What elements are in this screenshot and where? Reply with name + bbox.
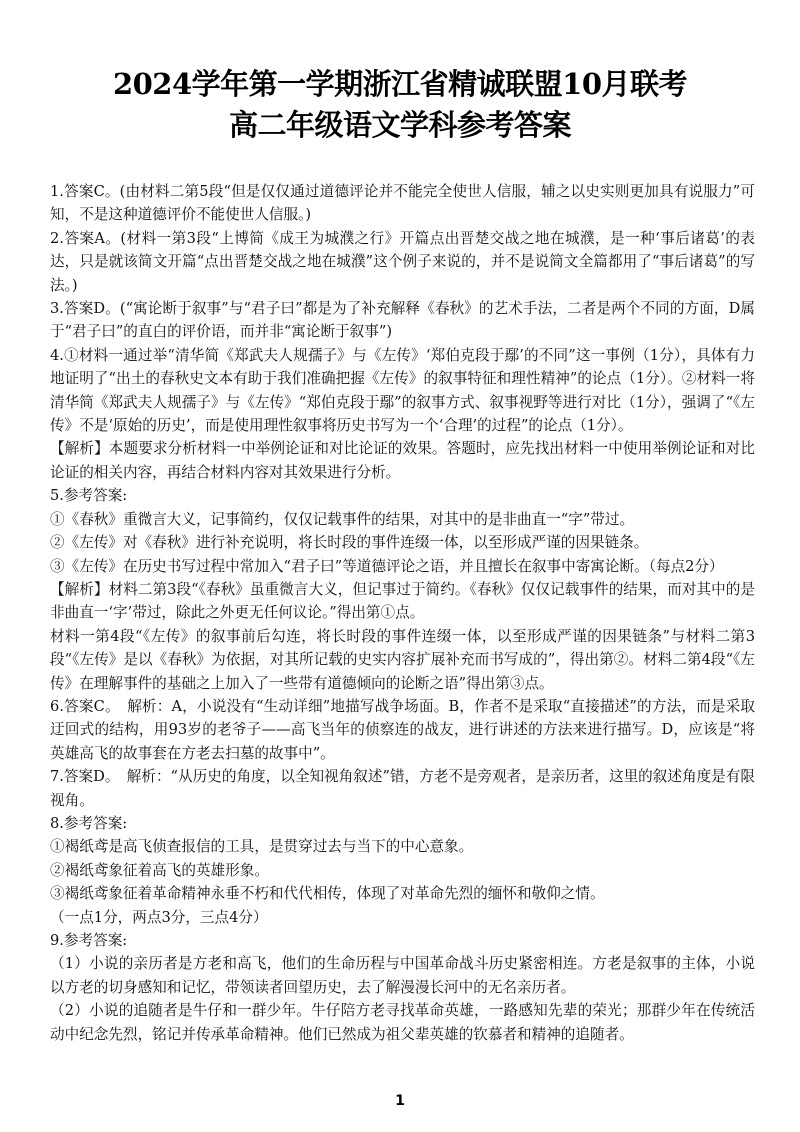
answer-paragraph: 3.答案D。(“寓论断于叙事”与“君子曰”都是为了补充解释《春秋》的艺术手法，二者是两个不同的方面，D属于“君子曰”的直白的评价语，而并非“寓论断于叙事”) [50, 300, 755, 341]
answer-heading: 8.参考答案: [50, 814, 128, 832]
answer-paragraph: 4.①材料一通过举“清华简《郑武夫人规孺子》与《左传》‘郑伯克段于鄢’的不同”这一事例（1分），具体有力地证明了“出土的春秋史文本有助于我们准确把握《左传》的叙事特征和理性精神”的论点（1分）。②材料一将清华简《郑武夫人规孺子》与《左传》“郑伯克段于鄢”的叙事方式、叙事视野等进行对比（1分），强调了“《左传》不是‘原始的历史’，而是使用理性叙事将历史书写为一个‘合理’的过程”的论点（1分）。 [50, 346, 755, 435]
answer-paragraph: 7.答案D。 解析：“从历史的角度，以全知视角叙述”错，方老不是旁观者，是亲历者，这里的叙述角度是有限视角。 [50, 768, 755, 809]
answer-point: ③《左传》在历史书写过程中常加入“君子曰”等道德评论之语，并且擅长在叙事中寄寓论断。（每点2分） [50, 557, 724, 575]
scoring-note: （一点1分，两点3分，三点4分） [50, 908, 268, 926]
answer-heading: 5.参考答案: [50, 487, 128, 505]
analysis-paragraph: 材料一第4段“《左传》的叙事前后勾连，将长时段的事件连缀一体，以至形成严谨的因果链条”与材料二第3段“《左传》是以《春秋》为依据，对其所记载的史实内容扩展补充而书写成的”，得出第②。材料二第4段“《左传》在理解事件的基础之上加入了一些带有道德倾向的论断之语”得出第③点。 [50, 627, 755, 692]
answer-point: ①褐纸鸢是高飞侦查报信的工具，是贯穿过去与当下的中心意象。 [50, 838, 474, 856]
analysis-paragraph: 【解析】材料二第3段“《春秋》虽重微言大义，但记事过于简约。《春秋》仅仅记载事件的结果，而对其中的是非曲直一‘字’带过，除此之外更无任何议论。”得出第①点。 [50, 580, 755, 622]
answer-point: ③褐纸鸢象征着革命精神永垂不朽和代代相传，体现了对革命先烈的缅怀和敬仰之情。 [50, 885, 605, 903]
document-subtitle: 高二年级语文学科参考答案 [228, 108, 571, 142]
page-number: 1 [395, 1093, 405, 1109]
document-title: 2024学年第一学期浙江省精诚联盟10月联考 [112, 67, 688, 101]
answer-paragraph: 6.答案C。 解析：A，小说没有“生动详细”地描写战争场面。B，作者不是采取“直接描述”的方法，而是采取迂回式的结构，用93岁的老爷子——高飞当年的侦察连的战友，进行讲述的方法来进行描写。D，应该是“将英雄高飞的故事套在方老去扫墓的故事中”。 [50, 697, 755, 762]
answer-point: （2）小说的追随者是牛仔和一群少年。牛仔陪方老寻找革命英雄，一路感知先辈的荣光；那群少年在传统活动中纪念先烈，铭记并传承革命精神。他们已然成为祖父辈英雄的钦慕者和精神的追随者。 [50, 1002, 755, 1043]
answer-body [50, 180, 755, 1046]
answer-heading: 9.参考答案: [50, 932, 128, 949]
answer-point: （1）小说的亲历者是方老和高飞，他们的生命历程与中国革命战斗历史紧密相连。方老是叙事的主体，小说以方老的切身感知和记忆，带领读者回望历史，去了解漫漫长河中的无名亲历者。 [50, 955, 755, 996]
analysis-paragraph: 【解析】本题要求分析材料一中举例论证和对比论证的效果。答题时，应先找出材料一中使用举例论证和对比论证的相关内容，再结合材料内容对其效果进行分析。 [50, 440, 755, 481]
answer-paragraph: 1.答案C。(由材料二第5段“但是仅仅通过道德评论并不能完全使世人信服，辅之以史实则更加具有说服力”可知，不是这种道德评价不能使世人信服。) [50, 183, 755, 224]
answer-paragraph: 2.答案A。(材料一第3段“上博简《成王为城濮之行》开篇点出晋楚交战之地在城濮，是一种‘事后诸葛’的表达，只是就该简文开篇“点出晋楚交战之地在城濮”这个例子来说的，并不是说简文全篇都用了“事后诸葛”的写法。) [50, 229, 755, 294]
answer-point: ①《春秋》重微言大义，记事简约，仅仅记载事件的结果，对其中的是非曲直一“字”带过。 [50, 510, 635, 528]
answer-point: ②褐纸鸢象征着高飞的英雄形象。 [50, 861, 269, 879]
answer-point: ②《左传》对《春秋》进行补充说明，将长时段的事件连缀一体，以至形成严谨的因果链条。 [50, 534, 649, 552]
